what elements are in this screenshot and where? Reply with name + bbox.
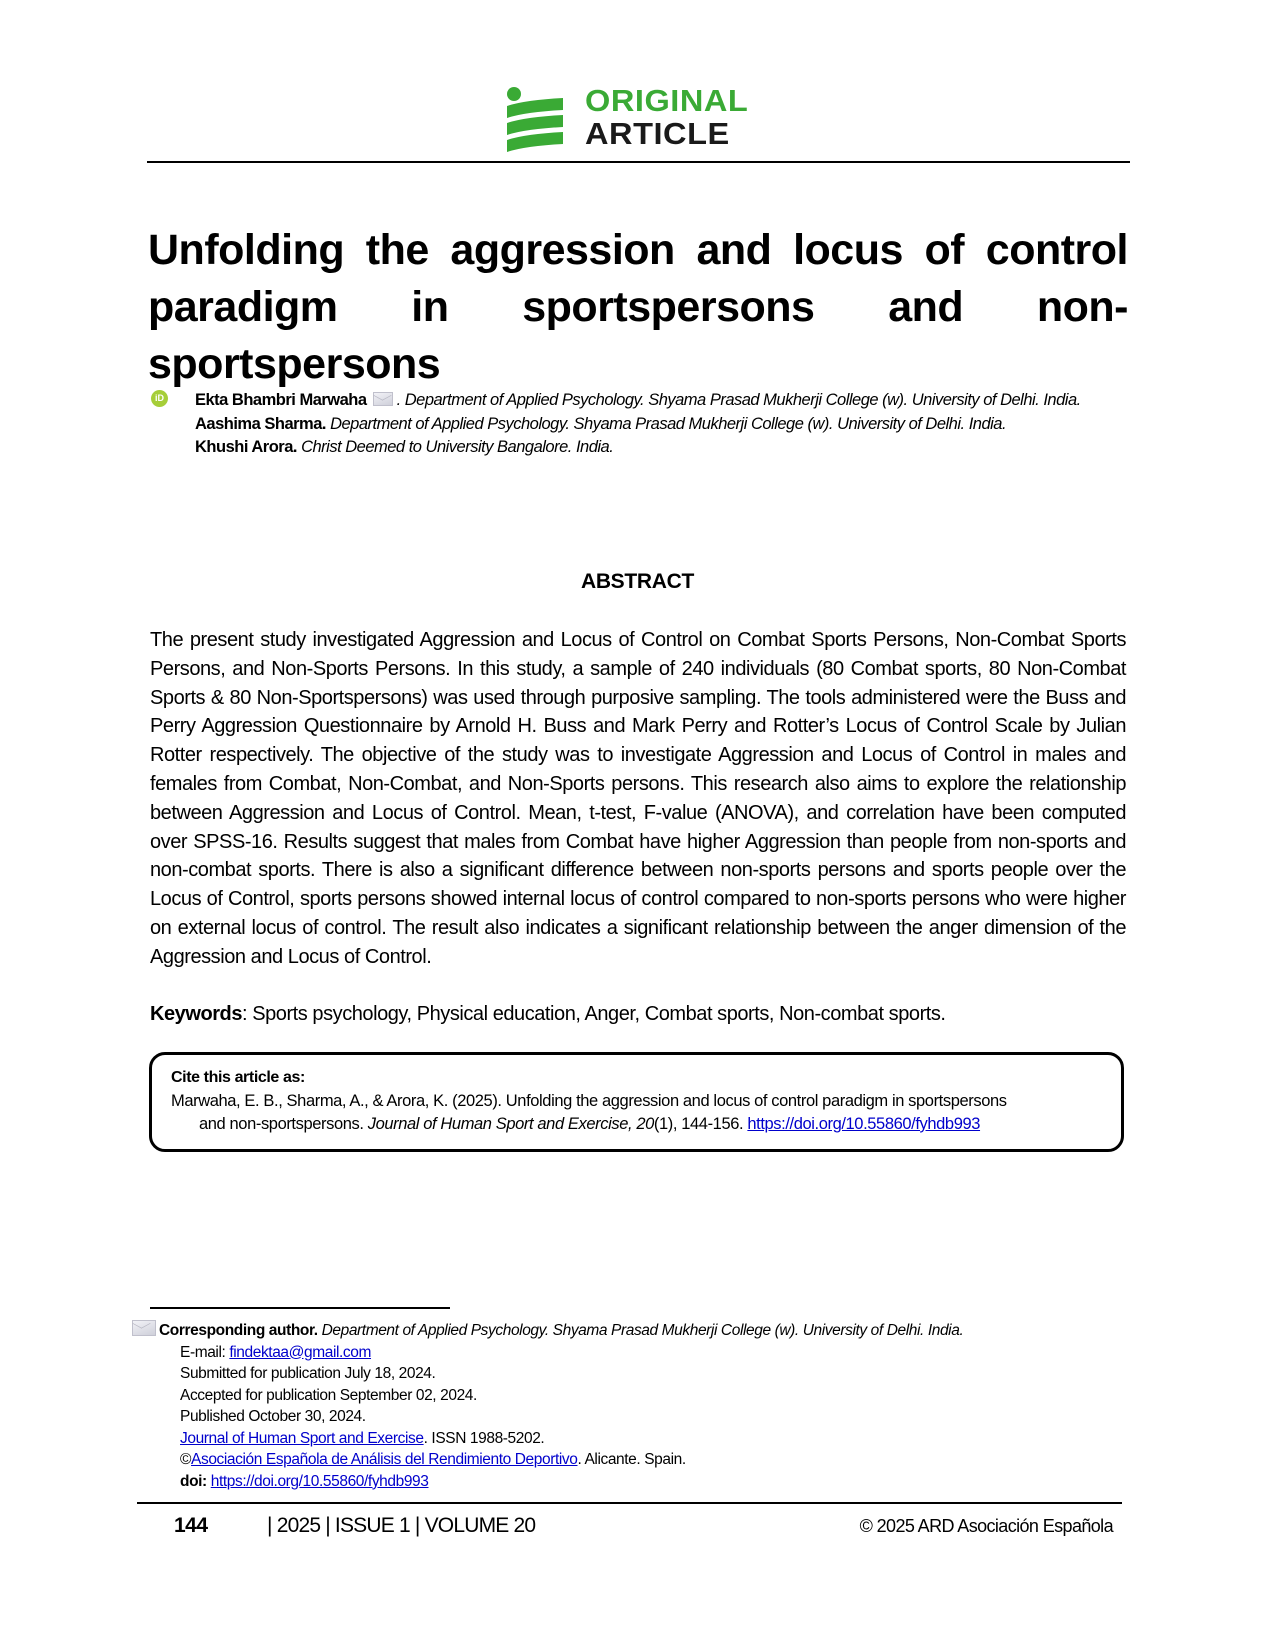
- published-date: Published October 30, 2024.: [180, 1408, 366, 1425]
- orcid-icon[interactable]: iD: [151, 390, 168, 407]
- citation-text: [171, 1090, 1111, 1136]
- journal-logo: [505, 83, 795, 152]
- citation-title-end: and non-sportspersons.: [199, 1115, 368, 1133]
- abstract-heading: ABSTRACT: [580, 570, 695, 593]
- citation-journal: Journal of Human Sport and Exercise, 20: [367, 1115, 654, 1133]
- author-entry: [195, 436, 1135, 460]
- footer-copyright: © 2025 ARD Asociación Española: [859, 1516, 1113, 1536]
- citation-heading: Cite this article as:: [171, 1069, 305, 1086]
- citation-issue-pages: (1), 144-156.: [653, 1115, 748, 1133]
- author-affiliation: Christ Deemed to University Bangalore. India.: [296, 438, 614, 456]
- corresponding-affiliation: Department of Applied Psychology. Shyama Prasad Mukherji College (w). University of Delhi. India.: [317, 1322, 964, 1339]
- footer-divider: [137, 1502, 1122, 1504]
- citation-line-2: [171, 1113, 1111, 1136]
- envelope-icon: [132, 1320, 156, 1336]
- author-name: Ekta Bhambri Marwaha: [195, 391, 367, 409]
- header-divider: [147, 161, 1130, 163]
- corresponding-label: Corresponding author.: [159, 1322, 318, 1339]
- email-label: E-mail:: [180, 1343, 230, 1361]
- doi-link[interactable]: https://doi.org/10.55860/fyhdb993: [210, 1472, 429, 1490]
- logo-text: [585, 84, 748, 150]
- copyright-symbol: ©: [180, 1451, 192, 1468]
- keywords-list: : Sports psychology, Physical education, Anger, Combat sports, Non-combat sports.: [242, 1003, 946, 1025]
- email-line: [159, 1342, 1159, 1364]
- location: . Alicante. Spain.: [577, 1451, 686, 1468]
- author-name: Aashima Sharma.: [195, 414, 326, 433]
- society-link[interactable]: Asociación Española de Análisis del Rendimiento Deportivo: [191, 1451, 578, 1468]
- issue-info: | 2025 | ISSUE 1 | VOLUME 20: [267, 1514, 536, 1537]
- author-name: Khushi Arora.: [195, 438, 297, 456]
- author-list: [195, 389, 1135, 460]
- page-number: 144: [174, 1514, 208, 1537]
- accepted-date: Accepted for publication September 02, 2024.: [180, 1386, 477, 1404]
- logo-line-original: ORIGINAL: [585, 83, 749, 118]
- submitted-date: Submitted for publication July 18, 2024.: [180, 1365, 436, 1382]
- author-entry: [195, 389, 1135, 413]
- citation-doi-link[interactable]: https://doi.org/10.55860/fyhdb993: [747, 1115, 981, 1133]
- envelope-icon[interactable]: [373, 392, 393, 406]
- doi-label: doi:: [180, 1472, 207, 1490]
- journal-link[interactable]: Journal of Human Sport and Exercise: [180, 1429, 424, 1447]
- footnote-divider: [150, 1307, 450, 1309]
- author-affiliation: . Department of Applied Psychology. Shyama Prasad Mukherji College (w). University of Delhi. India.: [396, 391, 1081, 409]
- citation-line-1: Marwaha, E. B., Sharma, A., & Arora, K. (2025). Unfolding the aggression and locus of control paradigm in sportspersons: [171, 1092, 1007, 1110]
- corresponding-author: [159, 1320, 1159, 1342]
- keywords: [150, 1000, 1126, 1029]
- copyright-line: [159, 1449, 1159, 1471]
- email-link[interactable]: findektaa@gmail.com: [229, 1343, 372, 1361]
- paper-title: Unfolding the aggression and locus of control paradigm in sportspersons and non-sportspersons: [148, 226, 1128, 388]
- doi-line: [159, 1471, 1159, 1493]
- author-entry: [195, 413, 1135, 437]
- issn: . ISSN 1988-5202.: [423, 1429, 545, 1447]
- abstract-body: The present study investigated Aggression and Locus of Control on Combat Sports Persons, Non-Combat Sports Persons, and Non-Sports Persons. In this study, a sample of 240 individuals (80 Combat sports, 80 Non-Combat Sports & 80 Non-Sportspersons) was used through purposive sampling. The tools administered were the Buss and Perry Aggression Questionnaire by Arnold H. Buss and Mark Perry and Rotter’s Locus of Control Scale by Julian Rotter respectively. The objective of the study was to investigate Aggression and Locus of Control in males and females from Combat, Non-Combat, and Non-Sports persons. This research also aims to explore the relationship between Aggression and Locus of Control. Mean, t-test, F-value (ANOVA), and correlation have been computed over SPSS-16. Results suggest that males from Combat have higher Aggression than people from non-sports and non-combat sports. There is also a significant difference between non-sports persons and sports people over the Locus of Control, sports persons showed internal locus of control compared to non-sports persons who were higher on external locus of control. The result also indicates a significant relationship between the anger dimension of the Aggression and Locus of Control.: [150, 629, 1126, 968]
- author-affiliation: Department of Applied Psychology. Shyama Prasad Mukherji College (w). University of Delhi. India.: [325, 414, 1007, 433]
- footnote: [159, 1320, 1159, 1492]
- keywords-label: Keywords: [150, 1003, 242, 1025]
- original-article-icon: [505, 86, 565, 152]
- journal-line: [159, 1428, 1159, 1450]
- logo-line-article: ARTICLE: [585, 116, 730, 151]
